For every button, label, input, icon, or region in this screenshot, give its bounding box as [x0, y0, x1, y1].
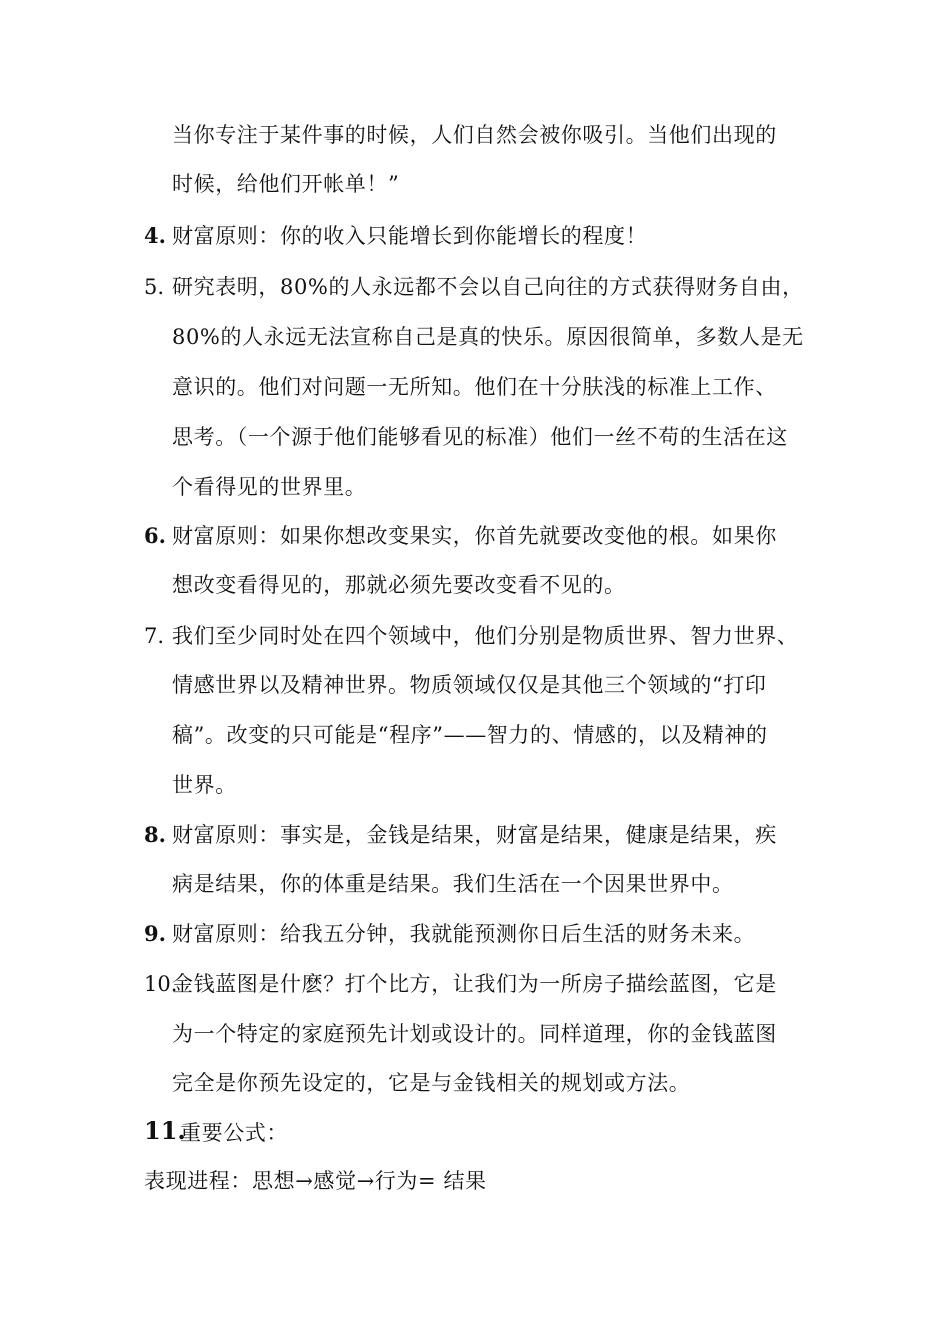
item-10-line-3: 完全是你预先设定的，它是与金钱相关的规划或方法。: [172, 1071, 691, 1095]
item-6-line-2: 想改变看得见的，那就必须先要改变看不见的。: [172, 573, 626, 597]
item-10-line-1: 金钱蓝图是什麽？打个比方，让我们为一所房子描绘蓝图，它是: [172, 972, 777, 996]
item-7-number: 7.: [144, 624, 165, 648]
item-5-line-4: 思考。（一个源于他们能够看见的标准）他们一丝不苟的生活在这: [172, 425, 788, 449]
intro-line-2: 时候，给他们开帐单！”: [172, 172, 400, 196]
intro-line-1: 当你专注于某件事的时候，人们自然会被你吸引。当他们出现的: [172, 123, 777, 147]
item-11-line-1: 重要公式：: [180, 1121, 288, 1145]
item-9-number: 9.: [144, 921, 166, 946]
item-7-line-2: 情感世界以及精神世界。物质领域仅仅是其他三个领域的“打印: [172, 673, 767, 697]
item-4-number: 4.: [144, 223, 166, 248]
item-6-line-1: 财富原则：如果你想改变果实，你首先就要改变他的根。如果你: [172, 524, 777, 548]
item-5-number: 5.: [144, 275, 165, 299]
item-8-number: 8.: [144, 822, 166, 847]
item-5-line-5: 个看得见的世界里。: [172, 475, 367, 499]
formula-line: 表现进程：思想→感觉→行为= 结果: [144, 1169, 487, 1193]
item-5-line-1: 研究表明，80%的人永远都不会以自己向往的方式获得财务自由，: [172, 275, 804, 299]
item-8-line-2: 病是结果，你的体重是结果。我们生活在一个因果世界中。: [172, 872, 734, 896]
item-5-line-2: 80%的人永远无法宣称自己是真的快乐。原因很简单，多数人是无: [172, 325, 804, 349]
item-7-line-3: 稿”。改变的只可能是“程序”——智力的、情感的，以及精神的: [172, 723, 768, 747]
item-10-line-2: 为一个特定的家庭预先计划或设计的。同样道理，你的金钱蓝图: [172, 1022, 777, 1046]
item-7-line-4: 世界。: [172, 773, 237, 797]
item-5-line-3: 意识的。他们对问题一无所知。他们在十分肤浅的标准上工作、: [172, 375, 777, 399]
item-8-line-1: 财富原则：事实是，金钱是结果，财富是结果，健康是结果，疾: [172, 823, 777, 847]
item-4-line-1: 财富原则：你的收入只能增长到你能增长的程度！: [172, 224, 648, 248]
item-6-number: 6.: [144, 523, 166, 548]
item-10-number: 10.: [144, 972, 178, 996]
item-7-line-1: 我们至少同时处在四个领域中，他们分别是物质世界、智力世界、: [172, 624, 799, 648]
item-11-number: 11.: [144, 1116, 186, 1145]
item-9-line-1: 财富原则：给我五分钟，我就能预测你日后生活的财务未来。: [172, 922, 756, 946]
